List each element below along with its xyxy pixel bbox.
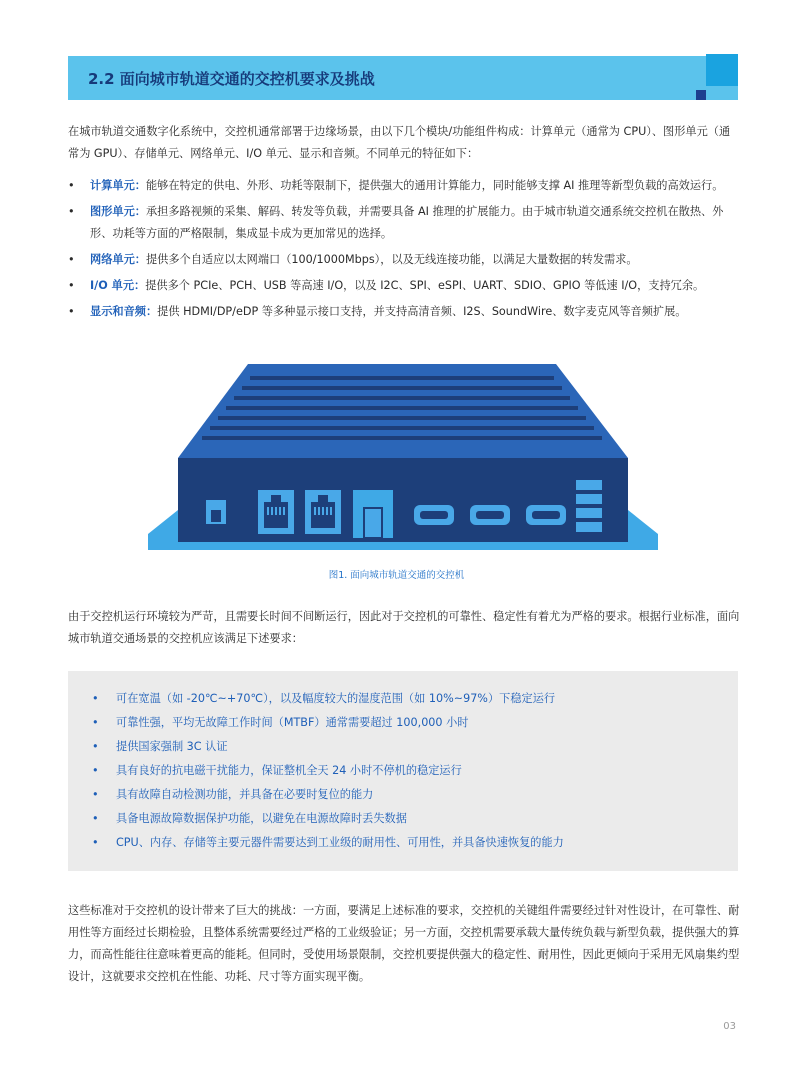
fin (218, 416, 586, 420)
bullet-dot: • (68, 253, 75, 266)
requirements-intro: 由于交控机运行环境较为严苛，且需要长时间不间断运行，因此对于交控机的可靠性、稳定性有着尤为严格的要求。根据行业标准，面向城市轨道交通场景的交控机应该满足下述要求： (68, 610, 740, 645)
unit-list (68, 175, 740, 327)
ethernet-port-2 (305, 490, 341, 534)
ethernet-port-1 (258, 490, 294, 534)
bullet-dot: • (68, 305, 75, 318)
fin (242, 386, 562, 390)
bullet-dot: • (68, 279, 75, 292)
unit-item-display-audio: • 显示和音频：提供 HDMI/DP/eDP 等多种显示接口支持，并支持高清音频、I2S、SoundWire、数字麦克风等音频扩展。 (68, 301, 740, 323)
fin (210, 426, 594, 430)
fin (226, 406, 578, 410)
requirement-item: • 具备电源故障数据保护功能，以避免在电源故障时丢失数据 (92, 812, 407, 825)
requirement-item: • CPU、内存、存储等主要元器件需要达到工业级的耐用性、可用性，并具备快速恢复的能力 (92, 836, 564, 849)
bullet-dot: • (68, 179, 75, 192)
header-decor-square (706, 54, 738, 86)
hdmi-port-1 (414, 505, 454, 525)
fin (250, 376, 554, 380)
figure-caption: 图1. 面向城市轨道交通的交控机 (328, 570, 465, 581)
device-base (148, 542, 658, 550)
intro-paragraph: 在城市轨道交通数字化系统中，交控机通常部署于边缘场景，由以下几个模块/功能组件构成：计算单元（通常为 CPU）、图形单元（通常为 GPU）、存储单元、网络单元、I/O 单元、显示和音频。不同单元的特征如下： (68, 125, 731, 160)
section-header (68, 56, 738, 100)
requirement-item: • 具有良好的抗电磁干扰能力，保证整机全天 24 小时不停机的稳定运行 (92, 764, 462, 777)
unit-item-network: • 网络单元：提供多个自适应以太网端口（100/1000Mbps），以及无线连接功能，以满足大量数据的转发需求。 (68, 249, 740, 271)
header-decor-small-square (696, 90, 706, 100)
requirement-item: • 可在宽温（如 -20℃~+70℃），以及幅度较大的湿度范围（如 10%~97%）下稳定运行 (92, 692, 556, 705)
controller-device-illustration (148, 362, 658, 554)
unit-item-compute: • 计算单元：能够在特定的供电、外形、功耗等限制下，提供强大的通用计算能力，同时能够支撑 AI 推理等新型负载的高效运行。 (68, 175, 740, 197)
page-number: 03 (723, 1021, 736, 1032)
unit-item-graphics: • 图形单元：承担多路视频的采集、解码、转发等负载，并需要具备 AI 推理的扩展能力。由于城市轨道交通系统交控机在散热、外形、功耗等方面的严格限制，集成显卡成为更加常见的选择。 (68, 201, 740, 245)
fin (234, 396, 570, 400)
requirement-item: • 可靠性强，平均无故障工作时间（MTBF）通常需要超过 100,000 小时 (92, 716, 469, 729)
requirement-item: • 提供国家强制 3C 认证 (92, 740, 228, 753)
requirement-item: • 具有故障自动检测功能，并具备在必要时复位的能力 (92, 788, 374, 801)
device-front-panel (178, 458, 628, 542)
fin (202, 436, 602, 440)
requirements-list (92, 687, 722, 855)
section-title: 2.2 面向城市轨道交通的交控机要求及挑战 (88, 70, 375, 88)
unit-item-io: • I/O 单元：提供多个 PCIe、PCH、USB 等高速 I/O，以及 I2C、SPI、eSPI、UART、SDIO、GPIO 等低速 I/O，支持冗余。 (68, 275, 740, 297)
bullet-dot: • (68, 205, 75, 218)
hdmi-port-3 (526, 505, 566, 525)
requirements-box (68, 671, 738, 871)
hdmi-port-2 (470, 505, 510, 525)
conclusion-paragraph: 这些标准对于交控机的设计带来了巨大的挑战：一方面，要满足上述标准的要求，交控机的关键组件需要经过针对性设计，在可靠性、耐用性等方面经过长期检验，且整体系统需要经过严格的工业级验证；另一方面，交控机需要承载大量传统负载与新型负载，提供强大的算力，而高性能往往意味着更高的能耗。但同时，受使用场景限制，交控机要提供强大的稳定性、耐用性，因此更倾向于采用无风扇集约型设计，这就要求交控机在性能、功耗、尺寸等方面实现平衡。 (68, 904, 740, 983)
